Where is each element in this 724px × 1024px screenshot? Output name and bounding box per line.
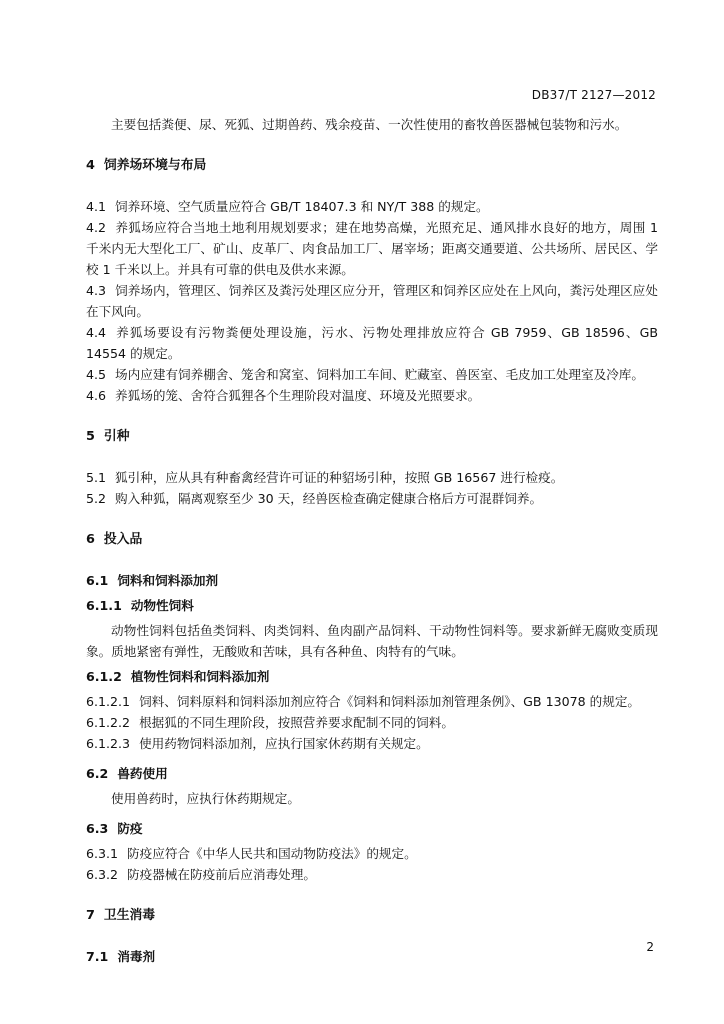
clause-4-4 bbox=[86, 322, 658, 364]
clause-text: 饲料、饲料原料和饲料添加剂应符合《饲料和饲料添加剂管理条例》、GB 13078 的规定。 bbox=[139, 694, 641, 709]
clause-5-1 bbox=[86, 467, 658, 488]
subsection-6-3-heading bbox=[86, 818, 658, 839]
subsection-6-1-2-heading bbox=[86, 666, 658, 687]
section-title: 卫生消毒 bbox=[103, 908, 156, 923]
section-number: 4 bbox=[86, 158, 95, 173]
clause-text: 狐引种，应从具有种畜禽经营许可证的种貂场引种，按照 GB 16567 进行检疫。 bbox=[115, 470, 564, 485]
subsection-title: 消毒剂 bbox=[117, 949, 156, 964]
subsection-7-1-heading bbox=[86, 946, 658, 967]
subsection-6-2-heading bbox=[86, 763, 658, 784]
clause-number: 5.1 bbox=[86, 470, 107, 485]
clause-4-6 bbox=[86, 385, 658, 406]
section-number: 7 bbox=[86, 908, 95, 923]
section-title: 引种 bbox=[103, 429, 130, 444]
clause-text: 防疫器械在防疫前后应消毒处理。 bbox=[127, 867, 316, 882]
clause-6-1-2-3 bbox=[86, 733, 658, 754]
clause-4-5 bbox=[86, 364, 658, 385]
section-title: 饲养场环境与布局 bbox=[103, 158, 207, 173]
clause-text: 养狐场应符合当地土地利用规划要求；建在地势高燥，光照充足、通风排水良好的地方，周围 1 千米内无大型化工厂、矿山、皮革厂、肉食品加工厂、屠宰场；距离交通要道、公共场所、居民区、学校 1 千米以上。并具有可靠的供电及供水来源。 bbox=[86, 220, 658, 277]
clause-text: 防疫应符合《中华人民共和国动物防疫法》的规定。 bbox=[127, 846, 417, 861]
clause-6-3-1 bbox=[86, 843, 658, 864]
clause-4-1 bbox=[86, 196, 658, 217]
document-body bbox=[86, 114, 658, 967]
subsection-number: 6.1 bbox=[86, 573, 109, 588]
subsection-6-2-text: 使用兽药时，应执行休药期规定。 bbox=[111, 791, 300, 806]
subsection-number: 6.2 bbox=[86, 766, 109, 781]
section-title: 投入品 bbox=[103, 532, 143, 547]
subsection-number: 6.3 bbox=[86, 821, 109, 836]
clause-text: 养狐场的笼、舍符合狐狸各个生理阶段对温度、环境及光照要求。 bbox=[115, 388, 481, 403]
clause-number: 4.2 bbox=[86, 220, 107, 235]
clause-number: 6.1.2.3 bbox=[86, 736, 131, 751]
section-7-heading bbox=[86, 905, 658, 926]
section-number: 6 bbox=[86, 532, 95, 547]
page-number: 2 bbox=[646, 940, 654, 954]
clause-number: 6.3.1 bbox=[86, 846, 119, 861]
clause-number: 4.5 bbox=[86, 367, 107, 382]
subsection-title: 兽药使用 bbox=[117, 766, 168, 781]
subsection-number: 7.1 bbox=[86, 949, 109, 964]
clause-4-2 bbox=[86, 217, 658, 280]
clause-text: 场内应建有饲养棚舍、笼舍和窝室、饲料加工车间、贮藏室、兽医室、毛皮加工处理室及冷库。 bbox=[115, 367, 644, 382]
clause-6-1-2-2 bbox=[86, 712, 658, 733]
section-4-heading bbox=[86, 155, 658, 176]
subsection-6-1-1-text: 动物性饲料包括鱼类饲料、肉类饲料、鱼肉副产品饲料、干动物性饲料等。要求新鲜无腐败变质现象。质地紧密有弹性，无酸败和苦味，具有各种鱼、肉特有的气味。 bbox=[86, 623, 658, 659]
subsection-title: 防疫 bbox=[117, 821, 143, 836]
clause-number: 4.1 bbox=[86, 199, 107, 214]
clause-number: 6.3.2 bbox=[86, 867, 119, 882]
clause-6-1-2-1 bbox=[86, 691, 658, 712]
section-number: 5 bbox=[86, 429, 95, 444]
subsection-6-1-1-heading bbox=[86, 595, 658, 616]
clause-text: 使用药物饲料添加剂，应执行国家休药期有关规定。 bbox=[139, 736, 429, 751]
clause-text: 根据狐的不同生理阶段，按照营养要求配制不同的饲料。 bbox=[139, 715, 454, 730]
clause-4-3 bbox=[86, 280, 658, 322]
subsection-number: 6.1.2 bbox=[86, 669, 122, 684]
clause-5-2 bbox=[86, 488, 658, 509]
clause-text: 饲养场内，管理区、饲养区及粪污处理区应分开，管理区和饲养区应处在上风向，粪污处理区应处在下风向。 bbox=[86, 283, 658, 319]
section-5-heading bbox=[86, 426, 658, 447]
clause-number: 4.3 bbox=[86, 283, 107, 298]
section-6-heading bbox=[86, 529, 658, 550]
subsection-title: 植物性饲料和饲料添加剂 bbox=[130, 669, 270, 684]
clause-number: 4.4 bbox=[86, 325, 107, 340]
clause-number: 5.2 bbox=[86, 491, 107, 506]
clause-text: 购入种狐，隔离观察至少 30 天，经兽医检查确定健康合格后方可混群饲养。 bbox=[115, 491, 543, 506]
clause-text: 养狐场要设有污物粪便处理设施，污水、污物处理排放应符合 GB 7959、GB 18596、GB 14554 的规定。 bbox=[86, 325, 658, 361]
subsection-title: 饲料和饲料添加剂 bbox=[117, 573, 219, 588]
subsection-title: 动物性饲料 bbox=[130, 598, 194, 613]
subsection-number: 6.1.1 bbox=[86, 598, 122, 613]
document-code: DB37/T 2127—2012 bbox=[531, 88, 656, 102]
clause-number: 6.1.2.2 bbox=[86, 715, 131, 730]
clause-number: 4.6 bbox=[86, 388, 107, 403]
intro-paragraph: 主要包括粪便、尿、死狐、过期兽药、残余疫苗、一次性使用的畜牧兽医器械包装物和污水。 bbox=[111, 117, 628, 132]
subsection-6-1-heading bbox=[86, 570, 658, 591]
clause-number: 6.1.2.1 bbox=[86, 694, 131, 709]
clause-text: 饲养环境、空气质量应符合 GB/T 18407.3 和 NY/T 388 的规定。 bbox=[115, 199, 489, 214]
clause-6-3-2 bbox=[86, 864, 658, 885]
